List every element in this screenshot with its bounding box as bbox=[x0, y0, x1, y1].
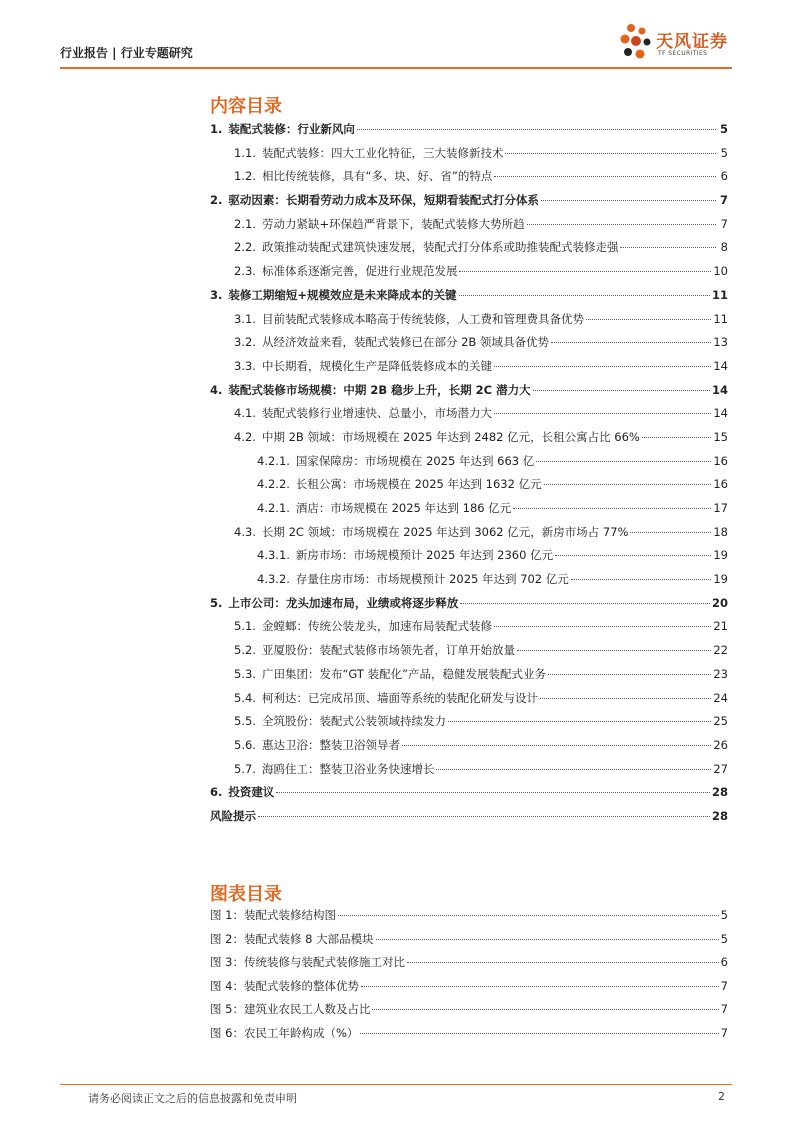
toc-entry-number: 2.1. bbox=[234, 216, 256, 231]
toc-entry[interactable] bbox=[205, 642, 728, 666]
toc-entry-page: 7 bbox=[719, 193, 728, 208]
toc-entry-title: 装配式装修：行业新风向 bbox=[228, 122, 355, 136]
toc-entry-title: 惠达卫浴：整装卫浴领导者 bbox=[261, 737, 400, 752]
toc-title: 内容目录 bbox=[210, 96, 282, 117]
toc-list bbox=[205, 121, 728, 832]
logo-subtitle: TF SECURITIES bbox=[658, 50, 708, 57]
toc-entry-number: 4.2.2. bbox=[257, 477, 290, 492]
toc-entry[interactable] bbox=[205, 595, 728, 619]
toc-entry-page: 16 bbox=[713, 453, 728, 468]
toc-entry[interactable] bbox=[205, 666, 728, 690]
toc-entry-number: 4.3. bbox=[234, 524, 256, 539]
toc-dot-leader bbox=[494, 413, 711, 414]
toc-dot-leader bbox=[620, 247, 716, 248]
toc-dot-leader bbox=[630, 532, 711, 533]
toc-entry-page: 26 bbox=[713, 737, 728, 752]
toc-entry-page: 6 bbox=[720, 169, 728, 184]
toc-entry[interactable] bbox=[205, 500, 728, 524]
figure-entry[interactable] bbox=[205, 907, 728, 931]
toc-entry-page: 10 bbox=[713, 264, 728, 279]
toc-entry[interactable] bbox=[205, 192, 728, 216]
toc-dot-leader bbox=[571, 579, 712, 580]
toc-entry-page: 11 bbox=[711, 287, 728, 302]
toc-dot-leader bbox=[642, 437, 712, 438]
toc-dot-leader bbox=[258, 816, 710, 817]
toc-entry[interactable] bbox=[205, 476, 728, 500]
toc-entry[interactable] bbox=[205, 168, 728, 192]
toc-entry-title: 新房市场：市场规模预计 2025 年达到 2360 亿元 bbox=[295, 548, 554, 563]
toc-dot-leader bbox=[448, 721, 711, 722]
figure-entry-page: 5 bbox=[720, 908, 728, 922]
toc-entry[interactable] bbox=[205, 713, 728, 737]
toc-entry-title: 中期 2B 领域：市场规模在 2025 年达到 2482 亿元，长租公寓占比 66% bbox=[261, 429, 640, 444]
toc-entry-page: 5 bbox=[719, 122, 728, 136]
toc-entry-number: 2.2. bbox=[234, 240, 256, 255]
toc-entry-title: 长期 2C 领域：市场规模在 2025 年达到 3062 亿元，新房市场占 77% bbox=[261, 524, 629, 539]
figure-entry-title: 图 3：传统装修与装配式装修施工对比 bbox=[210, 955, 405, 969]
toc-entry-title: 国家保障房：市场规模在 2025 年达到 663 亿 bbox=[295, 453, 535, 468]
toc-entry-title: 装配式装修行业增速快、总量小，市场潜力大 bbox=[261, 406, 492, 421]
toc-entry-page: 23 bbox=[713, 666, 728, 681]
figure-dot-leader bbox=[338, 915, 719, 916]
footer-disclaimer: 请务必阅读正文之后的信息披露和免责申明 bbox=[88, 1092, 297, 1105]
figure-dot-leader bbox=[376, 939, 719, 940]
toc-entry-title: 装配式装修市场规模：中期 2B 稳步上升，长期 2C 潜力大 bbox=[228, 382, 531, 397]
toc-entry-page: 14 bbox=[713, 358, 728, 373]
footer-divider bbox=[60, 1084, 732, 1085]
toc-entry[interactable] bbox=[205, 405, 728, 429]
toc-entry-page: 5 bbox=[720, 145, 728, 160]
toc-entry-title: 驱动因素：长期看劳动力成本及环保，短期看装配式打分体系 bbox=[228, 193, 539, 208]
logo-name: 天风证券 bbox=[656, 32, 728, 52]
toc-entry-number: 3.2. bbox=[234, 335, 256, 350]
toc-entry[interactable] bbox=[205, 382, 728, 406]
toc-entry-number: 4.3.1. bbox=[257, 548, 290, 563]
toc-dot-leader bbox=[527, 224, 716, 225]
toc-entry-page: 21 bbox=[713, 619, 728, 634]
toc-entry[interactable] bbox=[205, 311, 728, 335]
toc-entry[interactable] bbox=[205, 145, 728, 169]
toc-entry-page: 13 bbox=[713, 335, 728, 350]
toc-entry-title: 海鸥住工：整装卫浴业务快速增长 bbox=[261, 761, 435, 776]
company-logo bbox=[620, 22, 732, 64]
toc-entry-number: 5. bbox=[210, 595, 223, 610]
figure-entry-title: 图 6：农民工年龄构成（%） bbox=[210, 1025, 359, 1040]
toc-entry-page: 19 bbox=[713, 572, 728, 587]
toc-entry[interactable] bbox=[205, 618, 728, 642]
figure-entry[interactable] bbox=[205, 954, 728, 978]
toc-entry-number: 5.5. bbox=[234, 714, 256, 729]
figure-entry-page: 7 bbox=[720, 1025, 728, 1040]
toc-dot-leader bbox=[494, 176, 716, 177]
toc-entry-title: 上市公司：龙头加速布局，业绩或将逐步释放 bbox=[228, 595, 459, 610]
figure-entry[interactable] bbox=[205, 931, 728, 955]
toc-entry-number: 5.3. bbox=[234, 666, 256, 681]
toc-dot-leader bbox=[494, 366, 711, 367]
toc-entry-number: 5.4. bbox=[234, 690, 256, 705]
toc-entry-title: 相比传统装修，具有“多、块、好、省”的特点 bbox=[261, 169, 493, 184]
toc-dot-leader bbox=[459, 271, 711, 272]
toc-dot-leader bbox=[536, 461, 711, 462]
toc-entry-page: 16 bbox=[713, 477, 728, 492]
toc-entry[interactable] bbox=[205, 121, 728, 145]
toc-entry-title: 标准体系逐渐完善，促进行业规范发展 bbox=[261, 264, 458, 279]
toc-entry-number: 3.1. bbox=[234, 311, 256, 326]
breadcrumb: 行业报告 | 行业专题研究 bbox=[60, 46, 193, 60]
toc-entry-page: 17 bbox=[713, 501, 728, 515]
toc-entry-number: 3.3. bbox=[234, 358, 256, 373]
toc-entry-page: 19 bbox=[713, 548, 728, 563]
toc-entry-number: 1. bbox=[210, 122, 223, 136]
toc-entry[interactable] bbox=[205, 784, 728, 808]
toc-entry-page: 27 bbox=[713, 761, 728, 776]
toc-entry-number: 4.2.1. bbox=[257, 501, 290, 515]
toc-dot-leader bbox=[276, 792, 710, 793]
toc-dot-leader bbox=[586, 319, 711, 320]
toc-entry[interactable] bbox=[205, 216, 728, 240]
toc-entry-page: 15 bbox=[713, 429, 728, 444]
toc-entry-page: 8 bbox=[720, 240, 728, 255]
figure-list bbox=[205, 907, 728, 1048]
figure-dot-leader bbox=[361, 986, 719, 987]
toc-entry-number: 5.2. bbox=[234, 643, 256, 658]
toc-entry-number: 4.1. bbox=[234, 406, 256, 421]
toc-entry-page: 20 bbox=[711, 595, 728, 610]
toc-entry-page: 28 bbox=[711, 808, 728, 823]
header-divider bbox=[60, 67, 732, 69]
toc-entry[interactable] bbox=[205, 547, 728, 571]
toc-dot-leader bbox=[533, 390, 710, 391]
toc-entry-page: 11 bbox=[713, 311, 728, 326]
toc-entry-title: 柯利达：已完成吊顶、墙面等系统的装配化研发与设计 bbox=[261, 690, 538, 705]
toc-dot-leader bbox=[517, 650, 711, 651]
figure-entry-page: 5 bbox=[720, 931, 728, 946]
toc-entry-page: 22 bbox=[713, 643, 728, 658]
toc-entry-number: 1.2. bbox=[234, 169, 256, 184]
figure-entry-title: 图 5：建筑业农民工人数及占比 bbox=[210, 1002, 371, 1016]
toc-entry-page: 18 bbox=[713, 524, 728, 539]
toc-entry[interactable] bbox=[205, 263, 728, 287]
toc-entry-title: 风险提示 bbox=[210, 808, 256, 823]
toc-entry-title: 目前装配式装修成本略高于传统装修，人工费和管理费具备优势 bbox=[261, 311, 584, 326]
toc-entry-number: 6. bbox=[210, 785, 223, 800]
toc-entry-number: 2.3. bbox=[234, 264, 256, 279]
toc-entry-number: 5.7. bbox=[234, 761, 256, 776]
toc-entry[interactable] bbox=[205, 358, 728, 382]
toc-entry-title: 长租公寓：市场规模在 2025 年达到 1632 亿元 bbox=[295, 477, 542, 492]
toc-entry[interactable] bbox=[205, 690, 728, 714]
toc-entry-page: 7 bbox=[720, 216, 728, 231]
toc-entry-number: 4.2. bbox=[234, 429, 256, 444]
toc-dot-leader bbox=[494, 626, 711, 627]
toc-dot-leader bbox=[555, 555, 711, 556]
toc-entry[interactable] bbox=[205, 737, 728, 761]
toc-dot-leader bbox=[402, 745, 711, 746]
toc-entry-number: 5.1. bbox=[234, 619, 256, 634]
toc-dot-leader bbox=[551, 342, 711, 343]
figure-entry-title: 图 2：装配式装修 8 大部品模块 bbox=[210, 931, 374, 946]
toc-entry-title: 亚厦股份：装配式装修市场领先者，订单开始放量 bbox=[261, 643, 515, 658]
toc-entry-number: 2. bbox=[210, 193, 223, 208]
toc-entry-title: 广田集团：发布“GT 装配化”产品，稳健发展装配式业务 bbox=[261, 666, 547, 681]
toc-entry-number: 3. bbox=[210, 287, 223, 302]
toc-entry-title: 政策推动装配式建筑快速发展，装配式打分体系或助推装配式装修走强 bbox=[261, 240, 619, 255]
figure-entry[interactable] bbox=[205, 1025, 728, 1049]
toc-dot-leader bbox=[513, 508, 711, 509]
figure-dot-leader bbox=[360, 1033, 718, 1034]
toc-entry[interactable] bbox=[205, 287, 728, 311]
toc-entry-number: 4. bbox=[210, 382, 223, 397]
toc-entry-number: 1.1. bbox=[234, 145, 256, 160]
toc-entry[interactable] bbox=[205, 453, 728, 477]
figure-dot-leader bbox=[407, 962, 719, 963]
toc-entry-page: 25 bbox=[713, 714, 728, 729]
toc-entry[interactable] bbox=[205, 571, 728, 595]
toc-dot-leader bbox=[460, 603, 710, 604]
toc-dot-leader bbox=[540, 698, 711, 699]
toc-entry[interactable] bbox=[205, 239, 728, 263]
toc-entry-title: 投资建议 bbox=[228, 785, 275, 800]
page-header bbox=[60, 30, 732, 70]
figure-entry-title: 图 1：装配式装修结构图 bbox=[210, 908, 336, 922]
toc-dot-leader bbox=[436, 769, 711, 770]
toc-dot-leader bbox=[544, 484, 712, 485]
toc-entry-title: 装配式装修：四大工业化特征，三大装修新技术 bbox=[261, 145, 504, 160]
toc-entry-title: 全筑股份：装配式公装领域持续发力 bbox=[261, 714, 446, 729]
figure-entry-page: 6 bbox=[720, 955, 728, 969]
figure-entry[interactable] bbox=[205, 978, 728, 1002]
toc-entry-number: 5.6. bbox=[234, 737, 256, 752]
toc-entry-title: 劳动力紧缺+环保趋严背景下，装配式装修大势所趋 bbox=[261, 216, 525, 231]
logo-mark-icon bbox=[620, 22, 656, 62]
toc-entry-number: 4.3.2. bbox=[257, 572, 290, 587]
toc-entry-page: 28 bbox=[711, 785, 728, 800]
figure-dot-leader bbox=[372, 1009, 718, 1010]
figure-entry-title: 图 4：装配式装修的整体优势 bbox=[210, 978, 359, 993]
toc-entry[interactable] bbox=[205, 334, 728, 358]
toc-entry[interactable] bbox=[205, 808, 728, 832]
page-number: 2 bbox=[718, 1090, 725, 1103]
toc-dot-leader bbox=[357, 129, 716, 130]
toc-dot-leader bbox=[505, 153, 716, 154]
toc-entry-page: 24 bbox=[713, 690, 728, 705]
toc-entry-title: 从经济效益来看，装配式装修已在部分 2B 领域具备优势 bbox=[261, 335, 549, 350]
toc-entry-page: 14 bbox=[711, 382, 728, 397]
toc-entry-page: 14 bbox=[713, 406, 728, 421]
toc-entry[interactable] bbox=[205, 761, 728, 785]
toc-entry-number: 4.2.1. bbox=[257, 453, 290, 468]
toc-dot-leader bbox=[541, 200, 716, 201]
toc-entry[interactable] bbox=[205, 524, 728, 548]
toc-entry-title: 酒店：市场规模在 2025 年达到 186 亿元 bbox=[295, 501, 512, 515]
toc-entry-title: 金螳螂：传统公装龙头，加速布局装配式装修 bbox=[261, 619, 492, 634]
toc-dot-leader bbox=[548, 674, 711, 675]
figure-entry[interactable] bbox=[205, 1001, 728, 1025]
toc-entry-title: 存量住房市场：市场规模预计 2025 年达到 702 亿元 bbox=[295, 572, 569, 587]
toc-entry[interactable] bbox=[205, 429, 728, 453]
toc-dot-leader bbox=[459, 295, 710, 296]
toc-entry-title: 装修工期缩短+规模效应是未来降成本的关键 bbox=[228, 287, 457, 302]
toc-entry-title: 中长期看，规模化生产是降低装修成本的关键 bbox=[261, 358, 492, 373]
figure-list-title: 图表目录 bbox=[210, 884, 282, 905]
figure-entry-page: 7 bbox=[720, 978, 728, 993]
figure-entry-page: 7 bbox=[720, 1002, 728, 1016]
